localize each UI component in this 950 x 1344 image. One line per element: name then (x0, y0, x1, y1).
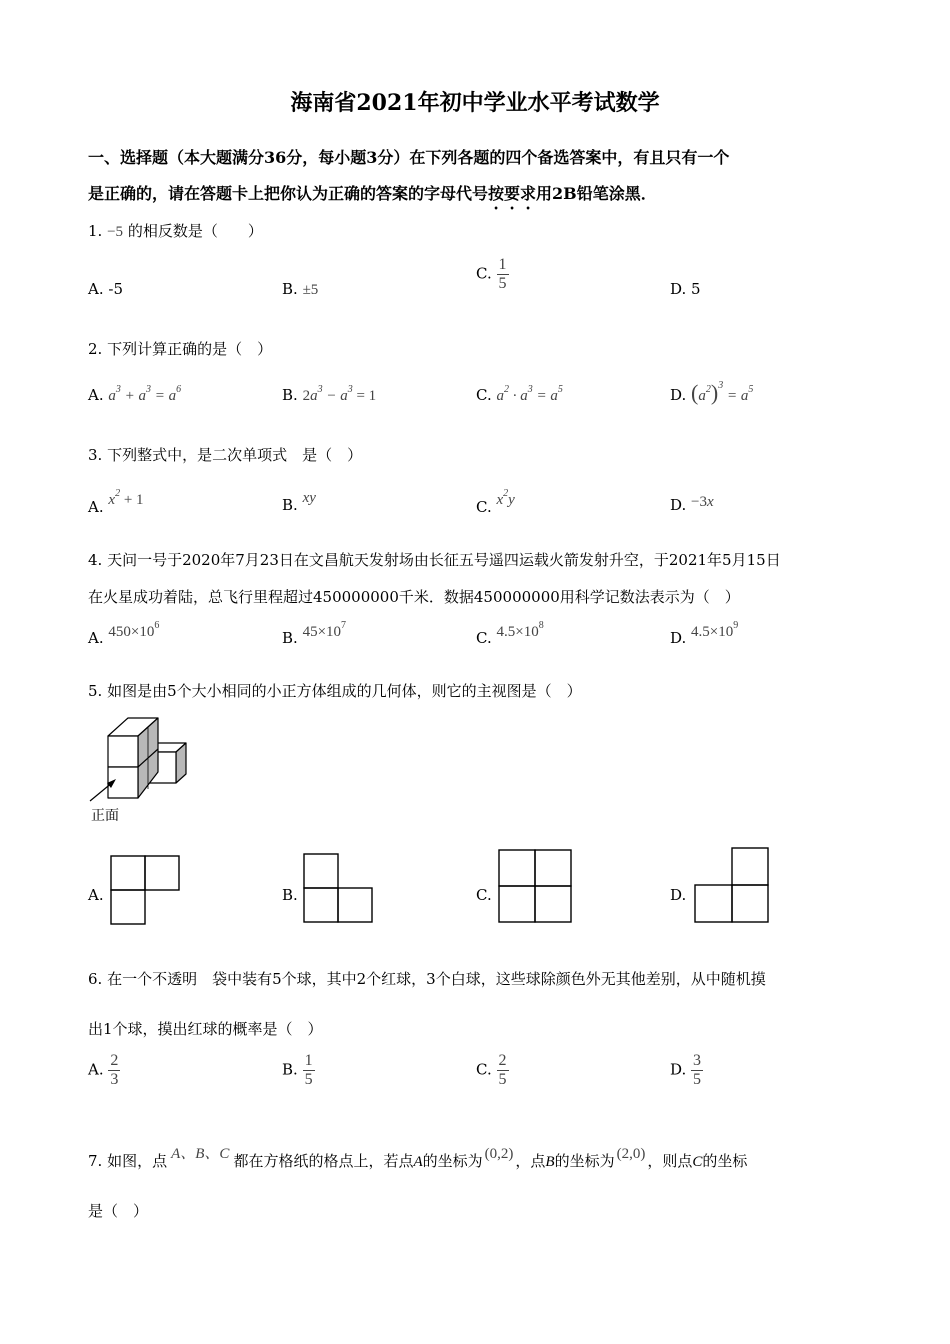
exponent: 8 (538, 620, 544, 631)
q5-option-a-figure[interactable] (110, 855, 180, 925)
option-label: C. (476, 386, 492, 404)
option-label: D. (670, 496, 687, 514)
q7-point-a: A (413, 1154, 423, 1170)
math-expression: $a^3 + a^3 = a^6$ (108, 384, 182, 404)
q2-option-b[interactable] (282, 384, 376, 405)
fraction-numerator: 2 (498, 1052, 507, 1069)
square (304, 854, 338, 888)
q1-option-c[interactable] (476, 256, 509, 293)
q1-number: 1. (88, 222, 103, 240)
question-3: 3. 下列整式中，是二次单项式 是（ ） (88, 446, 363, 464)
question-6-line1: 6. 在一个不透明 袋中装有5个球，其中2个红球，3个白球，这些球除颜色外无其他差别，从中随机摸 (88, 970, 766, 988)
math-expression: −3x (691, 494, 714, 510)
question-1 (88, 220, 263, 241)
math-expression: xy (302, 490, 316, 506)
option-label: C. (476, 498, 492, 516)
option-label: A. (88, 386, 104, 404)
mantissa: 450×10 (108, 624, 155, 640)
question-4-line2: 在火星成功着陆，总飞行里程超过450000000千米．数据450000000用科学记数法表示为（ ） (88, 588, 740, 606)
math-expression: $2a^3 - a^3 = 1$ (302, 384, 377, 404)
q3-option-d[interactable] (670, 496, 714, 515)
q5-option-d-figure[interactable] (694, 847, 770, 925)
q3-option-c[interactable] (476, 488, 515, 517)
sci-notation (496, 620, 544, 640)
question-5: 5. 如图是由5个大小相同的小正方体组成的几何体，则它的主视图是（ ） (88, 682, 582, 700)
fraction-numerator: 1 (498, 256, 507, 273)
fraction (691, 1052, 703, 1089)
q7-coord-b: (2,0) (616, 1146, 646, 1162)
square (695, 885, 732, 922)
sci-notation (302, 620, 347, 640)
mantissa: 45×10 (302, 624, 342, 640)
fraction-numerator: 1 (304, 1052, 313, 1069)
fraction-denominator: 5 (498, 1071, 507, 1088)
q4-option-d[interactable] (670, 620, 739, 648)
q1-option-a[interactable] (88, 280, 123, 298)
square (145, 856, 179, 890)
q2-option-d[interactable] (670, 380, 753, 406)
q7-text: 7. 如图，点 (88, 1152, 168, 1170)
option-label: D. (670, 629, 687, 647)
fraction-denominator: 5 (304, 1071, 313, 1088)
cube-front-face (108, 736, 138, 767)
question-2: 2. 下列计算正确的是（ ） (88, 340, 273, 358)
square (304, 888, 338, 922)
q3-option-a[interactable] (88, 488, 144, 517)
fraction-denominator: 5 (498, 275, 507, 292)
option-label: A. (88, 1060, 104, 1079)
section-instructions-line1: 一、选择题（本大题满分36分，每小题3分）在下列各题的四个备选答案中，有且只有一个 (88, 148, 730, 167)
q7-text: 的坐标为 (554, 1152, 615, 1170)
question-4-line1: 4. 天问一号于2020年7月23日在文昌航天发射场由长征五号遥四运载火箭发射升空，于2021年5月15日 (88, 551, 781, 569)
q5-option-d-label[interactable]: D. (670, 886, 687, 904)
square (732, 848, 768, 885)
q5-option-a-label[interactable]: A. (88, 886, 104, 904)
exponent: 7 (341, 620, 347, 631)
option-label: D. (670, 280, 687, 298)
q4-option-b[interactable] (282, 620, 347, 648)
sci-notation (691, 620, 739, 640)
cube-figure (100, 715, 200, 810)
q7-point-c: C (692, 1154, 703, 1170)
fraction (497, 1052, 509, 1089)
q7-points: A、B、C (171, 1146, 230, 1162)
q5-option-b-label[interactable]: B. (282, 886, 298, 904)
sci-notation (108, 620, 160, 640)
q5-option-c-figure[interactable] (498, 849, 572, 923)
q5-option-b-figure[interactable] (303, 853, 375, 925)
fraction-numerator: 3 (693, 1052, 702, 1069)
q1-option-d[interactable] (670, 280, 701, 298)
section-instructions-line2 (88, 181, 657, 213)
option-label: C. (476, 1060, 492, 1079)
square (111, 890, 145, 924)
fraction-denominator: 5 (693, 1071, 702, 1088)
q7-text: 都在方格纸的格点上，若点 (233, 1152, 414, 1170)
question-7-line1 (88, 1146, 748, 1171)
q2-option-c[interactable] (476, 384, 563, 405)
option-label: D. (670, 386, 687, 404)
q6-option-b[interactable] (282, 1052, 315, 1089)
q6-option-d[interactable] (670, 1052, 703, 1089)
option-label: A. (88, 629, 104, 647)
q6-option-c[interactable] (476, 1052, 509, 1089)
instructions-emphasis: 按要求 (488, 184, 537, 203)
q1-expression: −5 (107, 224, 124, 240)
instructions-text-b: 用2B铅笔涂黑． (536, 184, 657, 203)
option-label: B. (282, 1060, 298, 1079)
option-value: -5 (108, 280, 124, 298)
mantissa: 4.5×10 (496, 624, 539, 640)
math-expression: $a^2 \cdot a^3 = a^5$ (496, 384, 563, 404)
fraction (303, 1052, 315, 1089)
q4-option-c[interactable] (476, 620, 544, 648)
option-value: ±5 (302, 282, 319, 298)
square (535, 850, 571, 886)
option-label: B. (282, 629, 298, 647)
square (499, 850, 535, 886)
square (499, 886, 535, 922)
square (111, 856, 145, 890)
option-label: C. (476, 629, 492, 647)
question-6-line2: 出1个球，摸出红球的概率是（ ） (88, 1020, 323, 1038)
fraction (497, 256, 509, 293)
square (535, 886, 571, 922)
math-expression: $(a^2)^3 = a^5$ (691, 380, 754, 405)
mantissa: 4.5×10 (691, 624, 734, 640)
q2-option-a[interactable] (88, 384, 181, 405)
q4-option-a[interactable] (88, 620, 160, 648)
option-label: D. (670, 1060, 687, 1079)
q7-text: 的坐标 (702, 1152, 748, 1170)
square (338, 888, 372, 922)
q7-text: ，点 (515, 1152, 546, 1170)
page-title: 海南省2021年初中学业水平考试数学 (290, 90, 660, 116)
q7-point-b: B (545, 1154, 555, 1170)
option-label: B. (282, 280, 298, 298)
option-label: C. (476, 264, 492, 283)
fraction (108, 1052, 120, 1089)
exponent: 9 (733, 620, 739, 631)
instructions-text-a: 是正确的，请在答题卡上把你认为正确的答案的字母代号 (88, 184, 489, 203)
option-label: A. (88, 280, 104, 298)
q1-text: 的相反数是（ ） (127, 222, 263, 240)
option-label: A. (88, 498, 104, 516)
math-expression: $x^2y$ (496, 488, 515, 508)
q1-option-b[interactable] (282, 280, 318, 299)
front-label: 正面 (91, 808, 119, 824)
exponent: 6 (154, 620, 160, 631)
q7-text: ，则点 (647, 1152, 693, 1170)
q6-option-a[interactable] (88, 1052, 120, 1089)
square (732, 885, 768, 922)
q3-option-b[interactable] (282, 490, 316, 515)
q7-coord-a: (0,2) (484, 1146, 514, 1162)
question-7-line2: 是（ ） (88, 1202, 149, 1220)
math-expression: $x^2 + 1$ (108, 488, 144, 508)
q7-text: 的坐标为 (422, 1152, 483, 1170)
fraction-numerator: 2 (110, 1052, 119, 1069)
option-label: B. (282, 386, 298, 404)
fraction-denominator: 3 (110, 1071, 119, 1088)
q5-option-c-label[interactable]: C. (476, 886, 492, 904)
option-value: 5 (691, 280, 701, 298)
option-label: B. (282, 496, 298, 514)
